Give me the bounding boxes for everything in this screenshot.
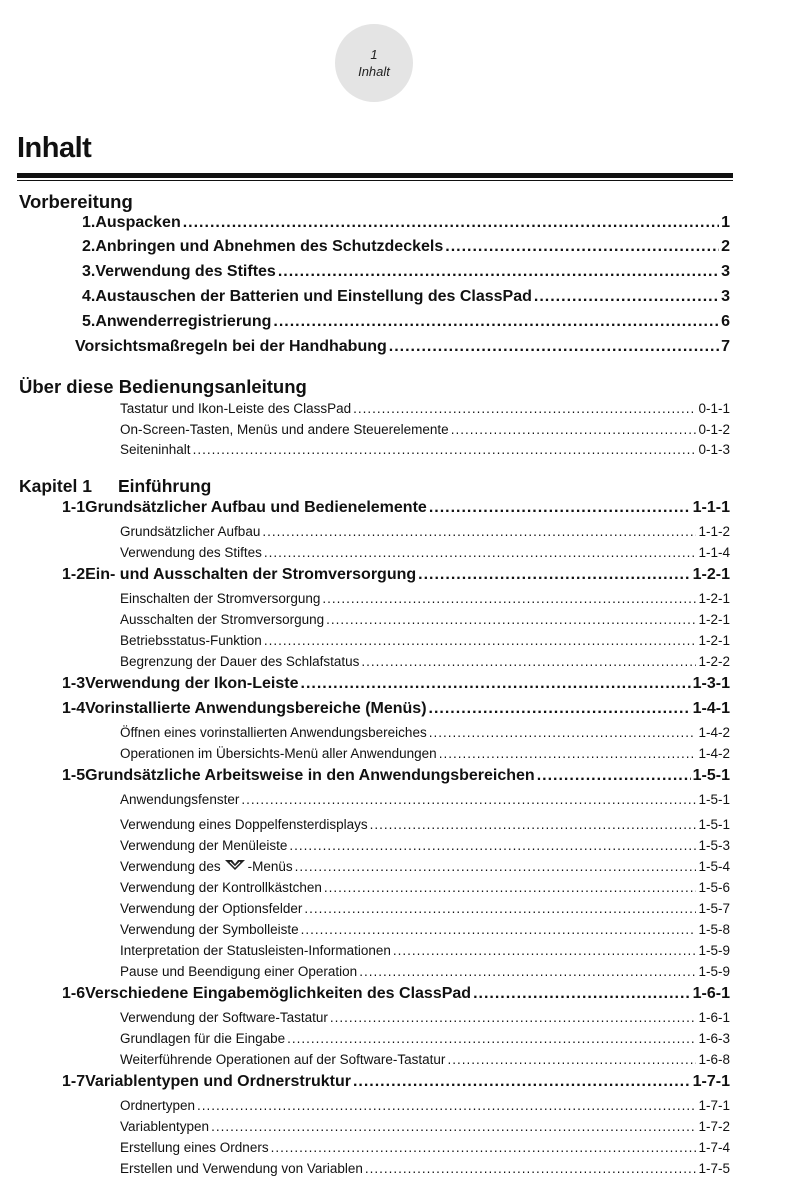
entry-page: 1-4-1 [692, 700, 730, 717]
toc-entry[interactable] [120, 422, 730, 437]
entry-page: 3 [721, 263, 730, 280]
toc-entry[interactable] [82, 238, 730, 256]
entry-page: 1-5-7 [698, 901, 730, 916]
entry-number: 4. [82, 288, 96, 305]
entry-number: 1-3 [62, 675, 86, 692]
toc-entry[interactable] [120, 943, 730, 958]
toc-entry[interactable] [120, 654, 730, 669]
leader-dots [322, 591, 696, 606]
leader-dots [537, 767, 691, 785]
toc-entry[interactable] [120, 859, 730, 874]
leader-dots [304, 901, 696, 916]
toc-section-heading [19, 376, 307, 398]
chapter-label: Einführung [118, 476, 212, 496]
entry-page: 1-5-1 [698, 792, 730, 807]
entry-page: 1-7-4 [698, 1140, 730, 1155]
leader-dots [241, 792, 696, 807]
leader-dots [211, 1119, 696, 1134]
leader-dots [301, 675, 691, 693]
section-label: Über diese Bedienungsanleitung [19, 376, 307, 397]
leader-dots [295, 859, 697, 874]
entry-title: Verwendung der Kontrollkästchen [120, 880, 322, 895]
toc-entry[interactable] [82, 263, 730, 281]
toc-entry[interactable] [120, 1140, 730, 1155]
leader-dots [264, 633, 697, 648]
leader-dots [197, 1098, 696, 1113]
toc-entry[interactable] [62, 1073, 730, 1091]
entry-title: Verwendung der Software-Tastatur [120, 1010, 328, 1025]
toc-entry[interactable] [120, 524, 730, 539]
entry-title: Grundsätzlicher Aufbau [120, 524, 261, 539]
toc-entry[interactable] [120, 964, 730, 979]
entry-page: 1-2-2 [698, 654, 730, 669]
leader-dots [447, 1052, 696, 1067]
entry-title: Operationen im Übersichts-Menü aller Anwendungen [120, 746, 437, 761]
entry-number: 2. [82, 238, 96, 255]
toc-entry[interactable] [75, 338, 730, 356]
entry-number: 1-2 [62, 566, 86, 583]
entry-number: 1-7 [62, 1073, 86, 1090]
entry-title: Grundlagen für die Eingabe [120, 1031, 286, 1046]
entry-page: 1 [721, 214, 730, 231]
entry-page: 1-6-1 [692, 985, 730, 1002]
entry-page: 1-7-1 [692, 1073, 730, 1090]
entry-page: 1-1-2 [698, 524, 730, 539]
leader-dots [429, 725, 697, 740]
entry-page: 1-2-1 [698, 633, 730, 648]
entry-page: 0-1-2 [698, 422, 730, 437]
entry-title: Erstellung eines Ordners [120, 1140, 269, 1155]
entry-page: 1-3-1 [692, 675, 730, 692]
entry-title: Anwendungsfenster [120, 792, 240, 807]
entry-number: 1-6 [62, 985, 86, 1002]
entry-title: Tastatur und Ikon-Leiste des ClassPad [120, 401, 352, 416]
entry-title: Verwendung des Stiftes [95, 263, 276, 280]
toc-entry[interactable] [120, 401, 730, 416]
leader-dots [429, 700, 691, 718]
toc-entry[interactable] [82, 288, 730, 306]
entry-page: 1-5-8 [698, 922, 730, 937]
entry-number: 1-4 [62, 700, 86, 717]
toc-entry[interactable] [62, 985, 730, 1003]
leader-dots [278, 263, 719, 281]
entry-title: Verwendung eines Doppelfensterdisplays [120, 817, 368, 832]
toc-entry[interactable] [120, 1098, 730, 1113]
entry-page: 1-4-2 [698, 725, 730, 740]
toc-entry[interactable] [120, 725, 730, 740]
leader-dots [287, 1031, 696, 1046]
entry-title: Verwendung des Stiftes [120, 545, 262, 560]
entry-title: On-Screen-Tasten, Menüs und andere Steuerelemente [120, 422, 449, 437]
entry-page: 1-7-5 [698, 1161, 730, 1176]
leader-dots [389, 338, 719, 356]
entry-title: Variablentypen und Ordnerstruktur [85, 1073, 351, 1090]
entry-page: 1-1-1 [692, 499, 730, 516]
entry-page: 0-1-1 [698, 401, 730, 416]
entry-title: Anbringen und Abnehmen des Schutzdeckels [95, 238, 444, 255]
entry-page: 1-5-4 [698, 859, 730, 874]
entry-page: 0-1-3 [698, 442, 730, 457]
entry-title: Variablentypen [120, 1119, 210, 1134]
entry-title: Betriebsstatus-Funktion [120, 633, 262, 648]
entry-title: Öffnen eines vorinstallierten Anwendungsbereiches [120, 725, 427, 740]
entry-page: 6 [721, 313, 730, 330]
classpad-menu-icon [224, 859, 246, 874]
leader-dots [418, 566, 691, 584]
entry-title: Seiteninhalt [120, 442, 191, 457]
leader-dots [473, 985, 691, 1003]
leader-dots [534, 288, 719, 306]
chapter-number: Kapitel 1 [19, 476, 92, 496]
entry-page: 1-6-8 [698, 1052, 730, 1067]
entry-page: 1-2-1 [698, 591, 730, 606]
leader-dots [324, 880, 697, 895]
leader-dots [445, 238, 719, 256]
entry-title: Grundsätzliche Arbeitsweise in den Anwendungsbereichen [85, 767, 535, 784]
entry-number: 1-1 [62, 499, 86, 516]
entry-title: Verwendung der Menüleiste [120, 838, 288, 853]
toc-entry[interactable] [120, 1161, 730, 1176]
toc-entry[interactable] [62, 767, 730, 785]
toc-entry[interactable] [120, 1119, 730, 1134]
leader-dots [193, 442, 697, 457]
toc-entry[interactable] [120, 901, 730, 916]
entry-page: 1-5-9 [698, 964, 730, 979]
entry-title: Verwendung des [120, 859, 221, 874]
leader-dots [353, 1073, 691, 1091]
leader-dots [353, 401, 696, 416]
leader-dots [370, 817, 697, 832]
entry-page: 1-5-3 [698, 838, 730, 853]
entry-title: Erstellen und Verwendung von Variablen [120, 1161, 363, 1176]
entry-title: Pause und Beendigung einer Operation [120, 964, 358, 979]
toc-entry[interactable] [120, 1031, 730, 1046]
toc-section-heading [19, 191, 133, 213]
toc-entry[interactable] [62, 499, 730, 517]
toc-entry[interactable] [120, 880, 730, 895]
entry-number: 3. [82, 263, 96, 280]
toc-entry[interactable] [120, 792, 730, 807]
toc-entry[interactable] [120, 591, 730, 606]
toc-entry[interactable] [120, 817, 730, 832]
entry-number: 1. [82, 214, 96, 231]
entry-title-suffix: -Menüs [247, 859, 293, 874]
entry-page: 1-2-1 [698, 612, 730, 627]
entry-page: 1-6-3 [698, 1031, 730, 1046]
toc-entry[interactable] [120, 746, 730, 761]
entry-page: 1-5-1 [698, 817, 730, 832]
leader-dots [326, 612, 696, 627]
entry-title: Vorsichtsmaßregeln bei der Handhabung [75, 338, 387, 355]
entry-page: 1-7-2 [698, 1119, 730, 1134]
leader-dots [439, 746, 697, 761]
toc-entry[interactable] [62, 675, 730, 693]
leader-dots [393, 943, 697, 958]
entry-title: Verwendung der Ikon-Leiste [85, 675, 299, 692]
entry-page: 1-6-1 [698, 1010, 730, 1025]
toc-entry[interactable] [120, 442, 730, 457]
entry-title: Auspacken [95, 214, 181, 231]
page-number: 1 [370, 47, 378, 62]
leader-dots [451, 422, 697, 437]
entry-page: 1-5-1 [692, 767, 730, 784]
leader-dots [361, 654, 696, 669]
leader-dots [365, 1161, 697, 1176]
entry-page: 3 [721, 288, 730, 305]
toc-entry[interactable] [120, 633, 730, 648]
entry-title: Anwenderregistrierung [95, 313, 272, 330]
entry-page: 1-4-2 [698, 746, 730, 761]
entry-number: 1-5 [62, 767, 86, 784]
toc-entry[interactable] [120, 612, 730, 627]
leader-dots [183, 214, 719, 232]
entry-title: Verschiedene Eingabemöglichkeiten des ClassPad [85, 985, 472, 1002]
entry-title: Weiterführende Operationen auf der Software-Tastatur [120, 1052, 446, 1067]
entry-title: Verwendung der Symbolleiste [120, 922, 299, 937]
entry-page: 1-5-6 [698, 880, 730, 895]
entry-title: Grundsätzlicher Aufbau und Bedienelemente [85, 499, 427, 516]
entry-title: Vorinstallierte Anwendungsbereiche (Menüs) [85, 700, 427, 717]
entry-title: Begrenzung der Dauer des Schlafstatus [120, 654, 360, 669]
entry-title: Interpretation der Statusleisten-Informationen [120, 943, 391, 958]
toc-entry[interactable] [82, 214, 730, 232]
toc-entry[interactable] [62, 566, 730, 584]
leader-dots [359, 964, 696, 979]
leader-dots [264, 545, 697, 560]
entry-page: 2 [721, 238, 730, 255]
toc-entry[interactable] [120, 1052, 730, 1067]
entry-title: Austauschen der Batterien und Einstellung des ClassPad [95, 288, 532, 305]
entry-page: 7 [721, 338, 730, 355]
entry-title: Ein- und Ausschalten der Stromversorgung [85, 566, 417, 583]
entry-page: 1-7-1 [698, 1098, 730, 1113]
leader-dots [273, 313, 719, 331]
entry-title: Ausschalten der Stromversorgung [120, 612, 325, 627]
leader-dots [429, 499, 691, 517]
entry-page: 1-1-4 [698, 545, 730, 560]
toc-entry[interactable] [62, 700, 730, 718]
toc-entry[interactable] [120, 838, 730, 853]
entry-number: 5. [82, 313, 96, 330]
toc-chapter-heading [19, 476, 211, 497]
leader-dots [301, 922, 697, 937]
page-title: Inhalt [17, 132, 92, 164]
entry-page: 1-2-1 [692, 566, 730, 583]
leader-dots [262, 524, 696, 539]
toc-entry[interactable] [120, 922, 730, 937]
toc-entry[interactable] [120, 1010, 730, 1025]
leader-dots [271, 1140, 697, 1155]
running-title: Inhalt [358, 64, 390, 79]
toc-entry[interactable] [120, 545, 730, 560]
entry-title: Ordnertypen [120, 1098, 196, 1113]
leader-dots [330, 1010, 697, 1025]
entry-page: 1-5-9 [698, 943, 730, 958]
leader-dots [289, 838, 696, 853]
entry-title: Verwendung der Optionsfelder [120, 901, 303, 916]
toc-entry[interactable] [82, 313, 730, 331]
entry-title: Einschalten der Stromversorgung [120, 591, 321, 606]
section-label: Vorbereitung [19, 191, 133, 212]
